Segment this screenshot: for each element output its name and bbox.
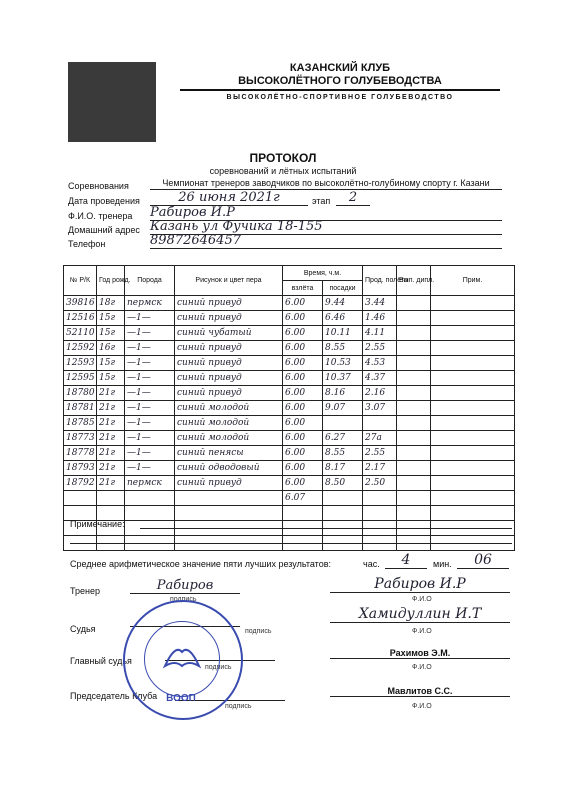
- cell-empty: [397, 491, 431, 506]
- header-ring-number: № Р/К: [64, 266, 97, 296]
- average-label: Среднее арифметическое значение пяти лучших результатов:: [70, 559, 331, 569]
- trainer-fio: Рабиров И.Р: [330, 576, 510, 593]
- results-table: [63, 265, 515, 551]
- trainer-fio-caption: Ф.И.О: [412, 596, 432, 603]
- cell-takeoff: 6.00: [283, 401, 323, 416]
- cell-notes: [431, 386, 515, 401]
- chief-judge-fio: Рахимов Э.М.: [330, 648, 510, 659]
- stamp-center-text: ВООП: [166, 693, 196, 704]
- chairman-label: Председатель Клуба: [70, 691, 158, 701]
- judge-sign-caption: подпись: [245, 628, 272, 635]
- table-row: [64, 296, 515, 311]
- cell-breed: —1—: [125, 416, 175, 431]
- cell-landing: 8.55: [323, 446, 363, 461]
- header-rule: [180, 89, 500, 91]
- table-row: [64, 491, 515, 506]
- cell-empty: [175, 506, 283, 521]
- header-takeoff: взлёта: [283, 281, 323, 296]
- page-title: ПРОТОКОЛ: [249, 151, 317, 165]
- chairman-fio: Мавлитов С.С.: [330, 686, 510, 697]
- cell-notes: [431, 431, 515, 446]
- cell-color: синий привуд: [175, 341, 283, 356]
- cell-diploma: [397, 476, 431, 491]
- cell-duration: 3.07: [363, 401, 397, 416]
- cell-ring: 12592: [64, 341, 97, 356]
- cell-diploma: [397, 446, 431, 461]
- competition-label: Соревнования: [68, 181, 129, 191]
- cell-breed: —1—: [125, 461, 175, 476]
- table-row: [64, 341, 515, 356]
- table-row: [64, 326, 515, 341]
- cell-breed: —1—: [125, 341, 175, 356]
- header-time: Время, ч.м.: [283, 266, 363, 281]
- hours-value: 4: [385, 552, 427, 569]
- cell-landing: 6.46: [323, 311, 363, 326]
- chairman-fio-caption: Ф.И.О: [412, 703, 432, 710]
- cell-landing: 10.53: [323, 356, 363, 371]
- cell-empty: [323, 491, 363, 506]
- cell-year: 15г: [97, 356, 125, 371]
- header-landing: посадки: [323, 281, 363, 296]
- cell-landing: 8.55: [323, 341, 363, 356]
- cell-empty: [397, 506, 431, 521]
- cell-empty: [431, 506, 515, 521]
- club-stamp-inner: [144, 621, 220, 697]
- table-row: [64, 476, 515, 491]
- cell-landing: 8.50: [323, 476, 363, 491]
- header-breed: Порода: [125, 266, 175, 296]
- cell-diploma: [397, 326, 431, 341]
- cell-breed: пермск: [125, 296, 175, 311]
- table-row: [64, 431, 515, 446]
- club-name-line1: КАЗАНСКИЙ КЛУБ: [289, 62, 391, 74]
- phone-value: 89872646457: [150, 233, 502, 249]
- cell-year: 15г: [97, 326, 125, 341]
- cell-notes: [431, 416, 515, 431]
- cell-takeoff: 6.00: [283, 371, 323, 386]
- cell-ring: 18778: [64, 446, 97, 461]
- cell-diploma: [397, 356, 431, 371]
- cell-takeoff: 6.00: [283, 356, 323, 371]
- cell-color: синий пенясы: [175, 446, 283, 461]
- cell-empty: [283, 506, 323, 521]
- cell-landing: 9.44: [323, 296, 363, 311]
- cell-takeoff: 6.00: [283, 476, 323, 491]
- cell-color: синий привуд: [175, 356, 283, 371]
- address-value: Казань ул Фучика 18-155: [150, 219, 502, 235]
- table-row: [64, 416, 515, 431]
- club-logo: [68, 62, 156, 142]
- cell-takeoff: 6.00: [283, 461, 323, 476]
- cell-color: синий молодой: [175, 401, 283, 416]
- table-row: [64, 446, 515, 461]
- club-tagline: ВЫСОКОЛЁТНО-СПОРТИВНОЕ ГОЛУБЕВОДСТВО: [226, 94, 454, 101]
- cell-notes: [431, 446, 515, 461]
- cell-ring: 18780: [64, 386, 97, 401]
- cell-duration: 4.37: [363, 371, 397, 386]
- phone-label: Телефон: [68, 239, 106, 249]
- cell-color: синий одводовый: [175, 461, 283, 476]
- cell-duration: 1.46: [363, 311, 397, 326]
- cell-color: синий молодой: [175, 416, 283, 431]
- cell-empty: [363, 506, 397, 521]
- cell-color: синий привуд: [175, 386, 283, 401]
- cell-notes: [431, 476, 515, 491]
- cell-diploma: [397, 311, 431, 326]
- table-row: [64, 356, 515, 371]
- cell-duration: 2.16: [363, 386, 397, 401]
- cell-breed: —1—: [125, 446, 175, 461]
- cell-duration: [363, 416, 397, 431]
- cell-diploma: [397, 386, 431, 401]
- cell-landing: 10.37: [323, 371, 363, 386]
- cell-year: 21г: [97, 476, 125, 491]
- page-subtitle: соревнований и лётных испытаний: [209, 166, 357, 176]
- cell-breed: —1—: [125, 326, 175, 341]
- cell-empty: [97, 491, 125, 506]
- judge-fio-caption: Ф.И.О: [412, 628, 432, 635]
- chief-judge-label: Главный судья: [70, 656, 132, 666]
- cell-landing: 8.16: [323, 386, 363, 401]
- judge-label: Судья: [70, 624, 96, 634]
- table-row: [64, 311, 515, 326]
- stage-label: этап: [312, 196, 331, 206]
- header-duration: Прод. полёта: [363, 266, 397, 296]
- cell-diploma: [397, 461, 431, 476]
- cell-landing: [323, 416, 363, 431]
- cell-duration: 2.17: [363, 461, 397, 476]
- cell-landing: 6.27: [323, 431, 363, 446]
- notes-label: Примечание:: [70, 519, 125, 529]
- table-row: [64, 386, 515, 401]
- cell-takeoff: 6.00: [283, 416, 323, 431]
- chief-judge-sign-caption: подпись: [205, 664, 232, 671]
- header-color: Рисунок и цвет пера: [175, 266, 283, 296]
- trainer-signature: Рабиров: [130, 578, 240, 594]
- cell-year: 21г: [97, 386, 125, 401]
- cell-breed: —1—: [125, 311, 175, 326]
- cell-empty: [175, 491, 283, 506]
- trainer-sign-label: Тренер: [70, 586, 100, 596]
- cell-diploma: [397, 431, 431, 446]
- cell-notes: [431, 401, 515, 416]
- cell-empty: [64, 491, 97, 506]
- cell-duration: 2.55: [363, 341, 397, 356]
- cell-notes: [431, 296, 515, 311]
- notes-line-2: [70, 543, 512, 544]
- cell-diploma: [397, 416, 431, 431]
- table-row: [64, 371, 515, 386]
- cell-notes: [431, 326, 515, 341]
- address-label: Домашний адрес: [68, 225, 140, 235]
- cell-notes: [431, 356, 515, 371]
- minutes-label: мин.: [433, 559, 452, 569]
- trainer-sign-caption: подпись: [170, 596, 197, 603]
- cell-breed: —1—: [125, 401, 175, 416]
- cell-year: 21г: [97, 446, 125, 461]
- cell-empty: [125, 491, 175, 506]
- cell-duration: 4.11: [363, 326, 397, 341]
- cell-ring: 39816: [64, 296, 97, 311]
- club-name-line2: ВЫСОКОЛЁТНОГО ГОЛУБЕВОДСТВА: [238, 75, 442, 87]
- cell-ring: 12516: [64, 311, 97, 326]
- stage-value: 2: [336, 190, 370, 206]
- trainer-label: Ф.И.О. тренера: [68, 211, 133, 221]
- date-label: Дата проведения: [68, 196, 140, 206]
- table-row: [64, 461, 515, 476]
- cell-takeoff: 6.00: [283, 341, 323, 356]
- minutes-value: 06: [457, 552, 509, 569]
- competition-value: Чемпионат тренеров заводчиков по высоколётно-голубиному спорту г. Казани: [150, 178, 502, 190]
- header-diploma: Вып. дипл.: [397, 266, 431, 296]
- cell-duration: 27а: [363, 431, 397, 446]
- cell-diploma: [397, 296, 431, 311]
- cell-takeoff: 6.00: [283, 386, 323, 401]
- cell-notes: [431, 461, 515, 476]
- hours-label: час.: [363, 559, 380, 569]
- cell-year: 21г: [97, 401, 125, 416]
- cell-breed: —1—: [125, 371, 175, 386]
- cell-color: синий молодой: [175, 431, 283, 446]
- table-row-empty: [64, 506, 515, 521]
- cell-breed: —1—: [125, 356, 175, 371]
- cell-ring: 52110: [64, 326, 97, 341]
- cell-year: 21г: [97, 461, 125, 476]
- cell-breed: —1—: [125, 386, 175, 401]
- cell-year: 16г: [97, 341, 125, 356]
- cell-ring: 12593: [64, 356, 97, 371]
- header-notes: Прим.: [431, 266, 515, 296]
- cell-year: 18г: [97, 296, 125, 311]
- judge-fio: Хамидуллин И.Т: [330, 606, 510, 623]
- cell-color: синий привуд: [175, 476, 283, 491]
- cell-ring: 18793: [64, 461, 97, 476]
- notes-line: [140, 528, 512, 529]
- cell-empty: [431, 491, 515, 506]
- cell-year: 21г: [97, 431, 125, 446]
- cell-notes: [431, 371, 515, 386]
- trainer-value: Рабиров И.Р: [150, 205, 502, 221]
- dove-icon: [145, 622, 219, 696]
- cell-year: 21г: [97, 416, 125, 431]
- cell-ring: 18781: [64, 401, 97, 416]
- cell-landing: 9.07: [323, 401, 363, 416]
- cell-takeoff: 6.00: [283, 326, 323, 341]
- cell-year: 15г: [97, 371, 125, 386]
- cell-diploma: [397, 371, 431, 386]
- cell-empty: [323, 506, 363, 521]
- cell-duration: 3.44: [363, 296, 397, 311]
- cell-diploma: [397, 401, 431, 416]
- cell-notes: [431, 311, 515, 326]
- chief-judge-fio-caption: Ф.И.О: [412, 664, 432, 671]
- cell-duration: 2.50: [363, 476, 397, 491]
- cell-notes: [431, 341, 515, 356]
- date-value: 26 июня 2021г: [150, 190, 308, 206]
- table-row: [64, 401, 515, 416]
- cell-empty: [363, 491, 397, 506]
- cell-landing: 10.11: [323, 326, 363, 341]
- header-birth-year: Год рожд.: [97, 266, 125, 296]
- cell-breed: —1—: [125, 431, 175, 446]
- chairman-sign-caption: подпись: [225, 703, 252, 710]
- cell-breed: пермск: [125, 476, 175, 491]
- cell-total: 6.07: [283, 491, 323, 506]
- cell-duration: 2.55: [363, 446, 397, 461]
- cell-duration: 4.53: [363, 356, 397, 371]
- cell-empty: [125, 506, 175, 521]
- cell-diploma: [397, 341, 431, 356]
- cell-color: синий привуд: [175, 296, 283, 311]
- cell-takeoff: 6.00: [283, 311, 323, 326]
- cell-ring: 12595: [64, 371, 97, 386]
- cell-color: синий привуд: [175, 311, 283, 326]
- cell-color: синий привуд: [175, 371, 283, 386]
- cell-ring: 18773: [64, 431, 97, 446]
- cell-ring: 18785: [64, 416, 97, 431]
- cell-takeoff: 6.00: [283, 446, 323, 461]
- cell-takeoff: 6.00: [283, 431, 323, 446]
- cell-year: 15г: [97, 311, 125, 326]
- cell-landing: 8.17: [323, 461, 363, 476]
- cell-color: синий чубатый: [175, 326, 283, 341]
- cell-ring: 18792: [64, 476, 97, 491]
- cell-takeoff: 6.00: [283, 296, 323, 311]
